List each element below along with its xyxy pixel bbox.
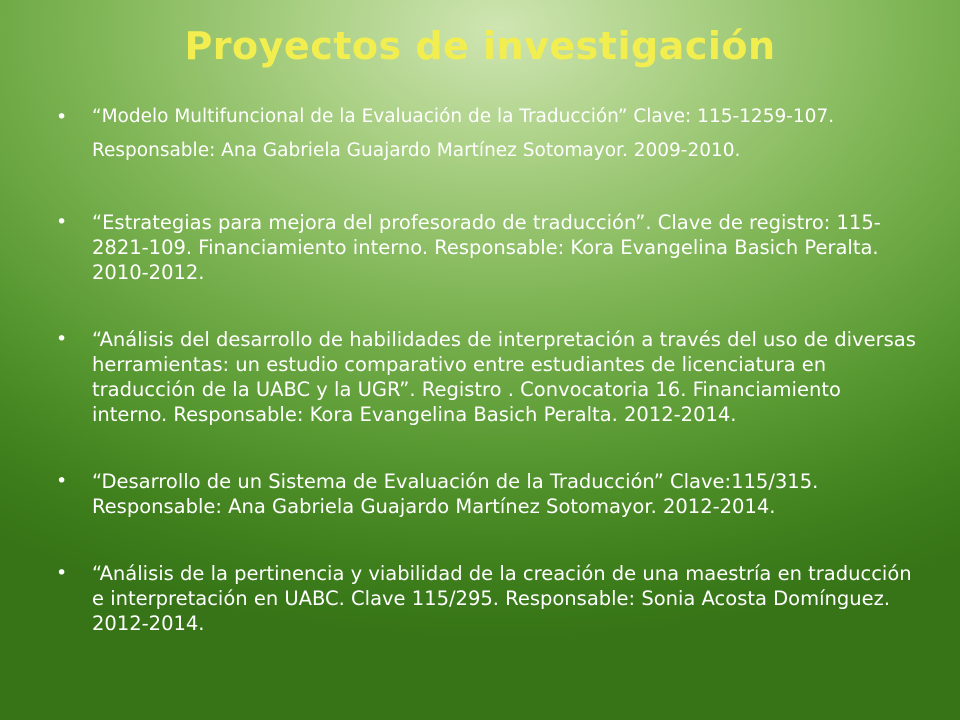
slide-title: Proyectos de investigación xyxy=(184,24,776,68)
bullet-icon: • xyxy=(56,328,68,350)
list-item-text: “Desarrollo de un Sistema de Evaluación de la Traducción” Clave:115/315. Responsable: Ana Gabriela Guajardo Martínez Sotomayor. 2012-2014. xyxy=(92,470,819,518)
project-list xyxy=(56,100,916,636)
list-item xyxy=(56,561,916,636)
list-item-text: “Modelo Multifuncional de la Evaluación de la Traducción” Clave: 115-1259-107. Responsable: Ana Gabriela Guajardo Martínez Sotomayor. 2009-2010. xyxy=(92,106,835,161)
bullet-icon: • xyxy=(56,470,68,492)
bullet-icon: • xyxy=(56,106,68,128)
bullet-icon: • xyxy=(56,211,68,233)
list-item xyxy=(56,327,916,427)
list-item xyxy=(56,210,916,285)
list-item-text: “Análisis de la pertinencia y viabilidad de la creación de una maestría en traducción e interpretación en UABC. Clave 115/295. Responsable: Sonia Acosta Domínguez. 2012-2014. xyxy=(92,562,912,635)
bullet-icon: • xyxy=(56,562,68,584)
list-item-text: “Análisis del desarrollo de habilidades de interpretación a través del uso de diversas herramientas: un estudio comparativo entre estudiantes de licenciatura en traducción de la UABC y la UGR”. Registro . Convocatoria 16. Financiamiento interno. Responsable: Kora Evangelina Basich Peralta. 2012-2014. xyxy=(92,328,916,426)
list-item-text: “Estrategias para mejora del profesorado de traducción”. Clave de registro: 115-2821-109. Financiamiento interno. Responsable: Kora Evangelina Basich Peralta. 2010-2012. xyxy=(92,211,881,284)
list-item xyxy=(56,469,916,519)
list-item xyxy=(56,100,916,168)
